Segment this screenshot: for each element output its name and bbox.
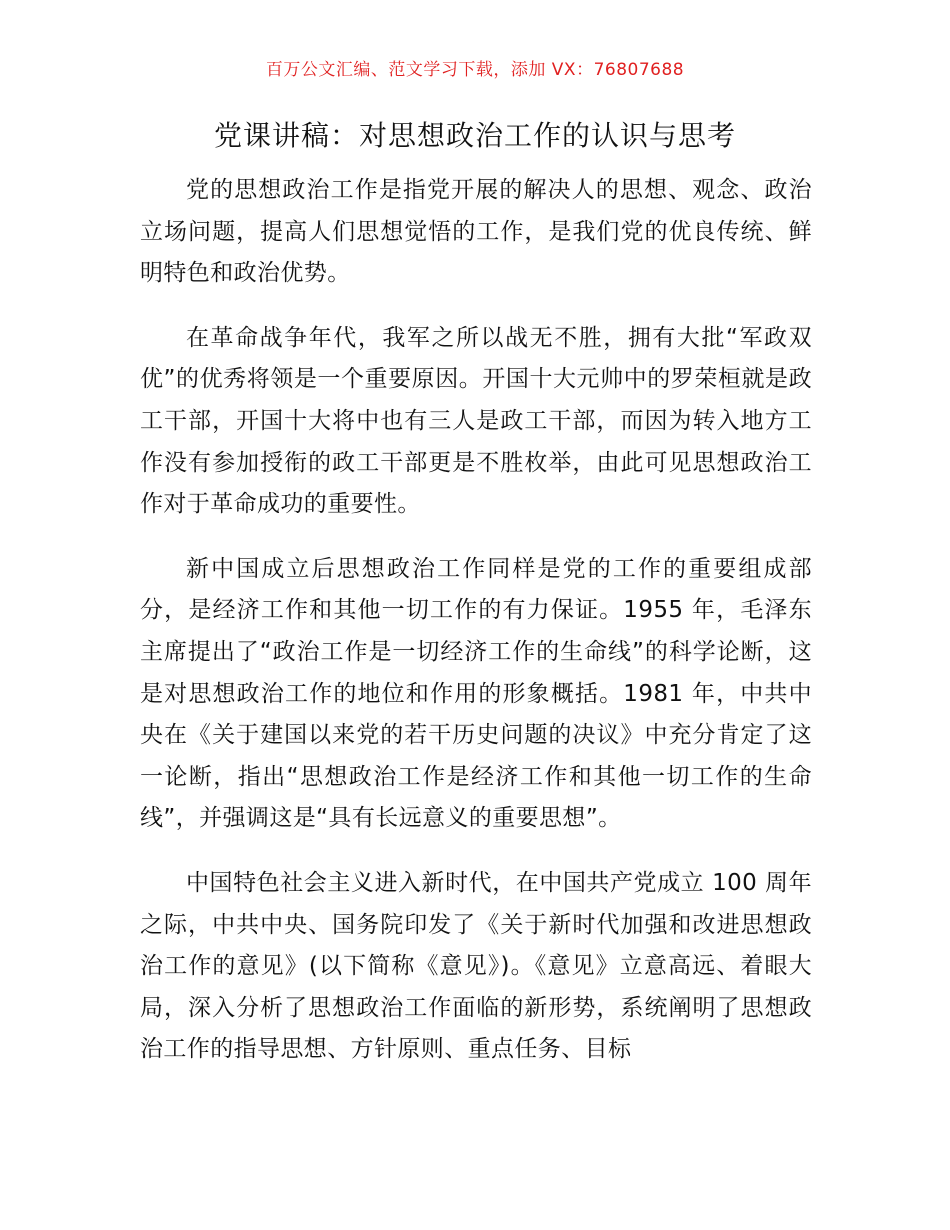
paragraph: 在革命战争年代，我军之所以战无不胜，拥有大批“军政双优”的优秀将领是一个重要原因。开国十大元帅中的罗荣桓就是政工干部，开国十大将中也有三人是政工干部，而因为转入地方工作没有参加授衔的政工干部更是不胜枚举，由此可见思想政治工作对于革命成功的重要性。	[140, 324, 812, 518]
page-title: 党课讲稿：对思想政治工作的认识与思考	[213, 119, 736, 152]
promo-banner: 百万公文汇编、范文学习下载，添加 VX：76807688	[265, 60, 685, 80]
paragraph: 中国特色社会主义进入新时代，在中国共产党成立 100 周年之际，中共中央、国务院印发了《关于新时代加强和改进思想政治工作的意见》(以下简称《意见》)。《意见》立意高远、着眼大局，深入分析了思想政治工作面临的新形势，系统阐明了思想政治工作的指导思想、方针原则、重点任务、目标	[140, 869, 812, 1063]
paragraph: 新中国成立后思想政治工作同样是党的工作的重要组成部分，是经济工作和其他一切工作的有力保证。1955 年，毛泽东主席提出了“政治工作是一切经济工作的生命线”的科学论断，这是对思想政治工作的地位和作用的形象概括。1981 年，中共中央在《关于建国以来党的若干历史问题的决议》中充分肯定了这一论断，指出“思想政治工作是经济工作和其他一切工作的生命线”，并强调这是“具有长远意义的重要思想”。	[140, 555, 812, 832]
paragraph: 党的思想政治工作是指党开展的解决人的思想、观念、政治立场问题，提高人们思想觉悟的工作，是我们党的优良传统、鲜明特色和政治优势。	[140, 177, 812, 287]
document-body	[140, 170, 812, 1094]
